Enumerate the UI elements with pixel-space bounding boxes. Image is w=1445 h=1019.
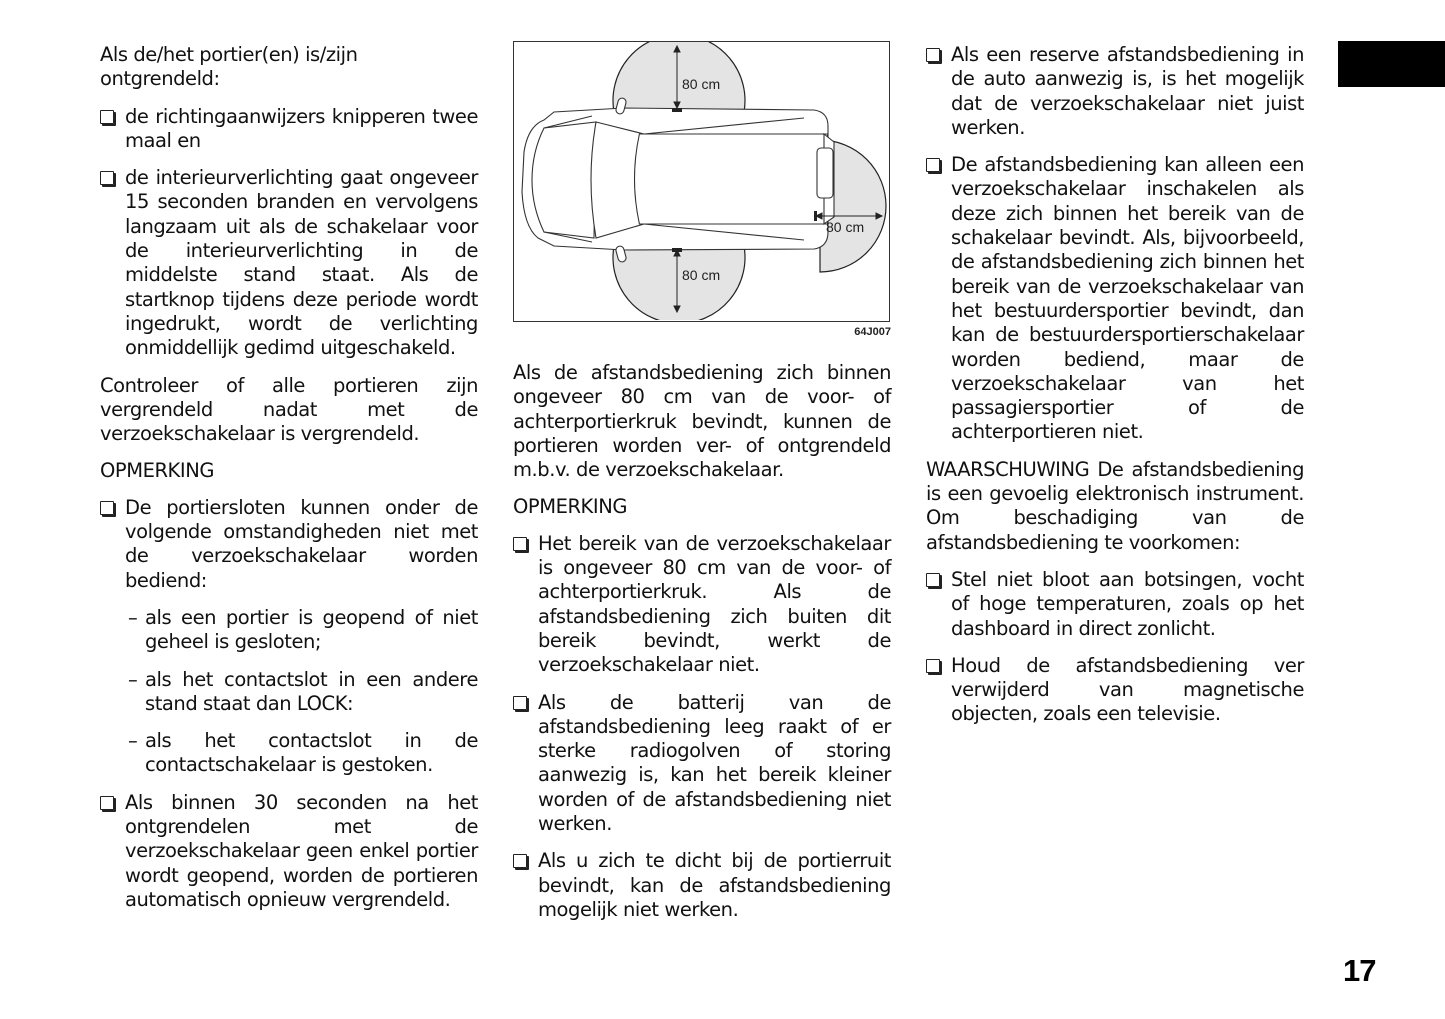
list-item (513, 532, 891, 678)
figure-code: 64J007 (854, 326, 891, 338)
checkbox-bullet-icon (926, 573, 940, 587)
checkbox-bullet-icon (926, 48, 940, 62)
range-label-tailgate: 80 cm (826, 219, 865, 235)
dash-bullet: – (128, 729, 138, 753)
sub-list-item (100, 729, 478, 778)
checkbox-bullet-icon (926, 659, 940, 673)
sub-list-item-text: als een portier is geopend of niet geheel is gesloten; (145, 605, 478, 654)
dash-bullet: – (128, 605, 138, 629)
list-item (513, 849, 891, 922)
column-2 (513, 361, 891, 935)
car-hood (532, 122, 596, 238)
column-3 (926, 43, 1304, 740)
checkbox-bullet-icon (100, 501, 114, 515)
range-label-rear: 80 cm (682, 267, 721, 283)
list-item-text: Als de batterij van de afstandsbediening leeg raakt of er sterke radiogolven of storing aanwezig is, kan het bereik kleiner worden of de afstandsbediening niet werken. (538, 690, 891, 836)
list-item-text: Stel niet bloot aan botsingen, vocht of hoge temperaturen, zoals op het dashboard in direct zonlicht. (951, 567, 1304, 640)
list-item (926, 568, 1304, 641)
list-item-text: de richtingaanwijzers knipperen twee maal en (125, 104, 478, 152)
car-range-figure (513, 41, 891, 341)
car-roof (635, 134, 828, 224)
list-item (926, 43, 1304, 140)
dash-bullet: – (128, 667, 138, 691)
list-item (513, 691, 891, 837)
checkbox-bullet-icon (100, 171, 114, 185)
list-item-text: Als binnen 30 seconden na het ontgrendelen met de verzoekschakelaar geen enkel portier wordt geopend, worden de portieren automatisch opnieuw vergrendeld. (125, 790, 478, 911)
list-item (926, 153, 1304, 445)
range-label-front: 80 cm (682, 76, 721, 92)
list-item-text: de interieurverlichting gaat ongeveer 15 seconden branden en vervolgens langzaam uit als de schakelaar voor de interieurverlichting in de middelste stand staat. Als de startknop tijdens deze periode wordt ingedrukt, wordt de verlichting onmiddellijk gedimd uitgeschakeld. (125, 166, 478, 360)
intro-text: Als de/het portier(en) is/zijn ontgrendeld: (100, 43, 358, 91)
list-item (100, 166, 478, 360)
list-item (100, 791, 478, 912)
checkbox-bullet-icon (513, 696, 527, 710)
car-top-view-diagram (514, 42, 888, 320)
list-item-text: De afstandsbediening kan alleen een verzoekschakelaar inschakelen als deze zich binnen het bereik van de schakelaar bevindt. Als, bijvoorbeeld, de afstandsbediening zich binnen het bereik van de verzoekschakelaar van het bestuurdersportier bevindt, dan kan de bestuurdersportierschakelaar worden bediend, maar de verzoekschakelaar van het passagiersportier of de achterportieren niet. (951, 153, 1304, 444)
note-heading: OPMERKING (513, 495, 627, 519)
list-item-text: Als een reserve afstandsbediening in de auto aanwezig is, is het mogelijk dat de verzoekschakelaar niet juist werken. (951, 43, 1304, 139)
checkbox-bullet-icon (513, 854, 527, 868)
sub-list-item-text: als het contactslot in een andere stand staat dan LOCK: (145, 667, 478, 715)
checkbox-bullet-icon (100, 110, 114, 124)
list-item (100, 496, 478, 593)
list-item (100, 105, 478, 154)
tailgate-handle (817, 148, 833, 198)
checkbox-bullet-icon (926, 158, 940, 172)
list-item-text: Als u zich te dicht bij de portierruit bevindt, kan de afstandsbediening mogelijk niet werken. (538, 849, 891, 921)
sub-list-item (100, 606, 478, 655)
checkbox-bullet-icon (100, 796, 114, 810)
note-heading: OPMERKING (100, 459, 214, 483)
sub-list-item-text: als het contactslot in de contactschakelaar is gestoken. (145, 729, 478, 777)
list-item-text: Het bereik van de verzoekschakelaar is ongeveer 80 cm van de voor- of achterportierkruk. Als de afstandsbediening zich buiten dit bereik bevindt, werkt de verzoekschakelaar niet. (538, 531, 891, 677)
column-1 (100, 43, 478, 925)
list-item-text: De portiersloten kunnen onder de volgende omstandigheden niet met de verzoekschakelaar worden bediend: (125, 495, 478, 592)
figure-frame (513, 41, 890, 322)
page-number: 17 (1343, 953, 1376, 988)
paragraph: Als de afstandsbediening zich binnen ongeveer 80 cm van de voor- of achterportierkruk bevindt, kunnen de portieren worden ver- of ontgrendeld m.b.v. de verzoekschakelaar. (513, 361, 891, 482)
warning-text: WAARSCHUWING De afstandsbediening is een gevoelig elektronisch instrument. Om beschadiging van de afstandsbediening te voorkomen: (926, 457, 1304, 554)
section-thumb-tab (1338, 41, 1445, 87)
list-item (926, 654, 1304, 727)
list-item-text: Houd de afstandsbediening ver verwijderd van magnetische objecten, zoals een televisie. (951, 653, 1304, 726)
checkbox-bullet-icon (513, 537, 527, 551)
sub-list-item (100, 668, 478, 717)
paragraph: Controleer of alle portieren zijn vergrendeld nadat met de verzoekschakelaar is vergrendeld. (100, 373, 478, 446)
